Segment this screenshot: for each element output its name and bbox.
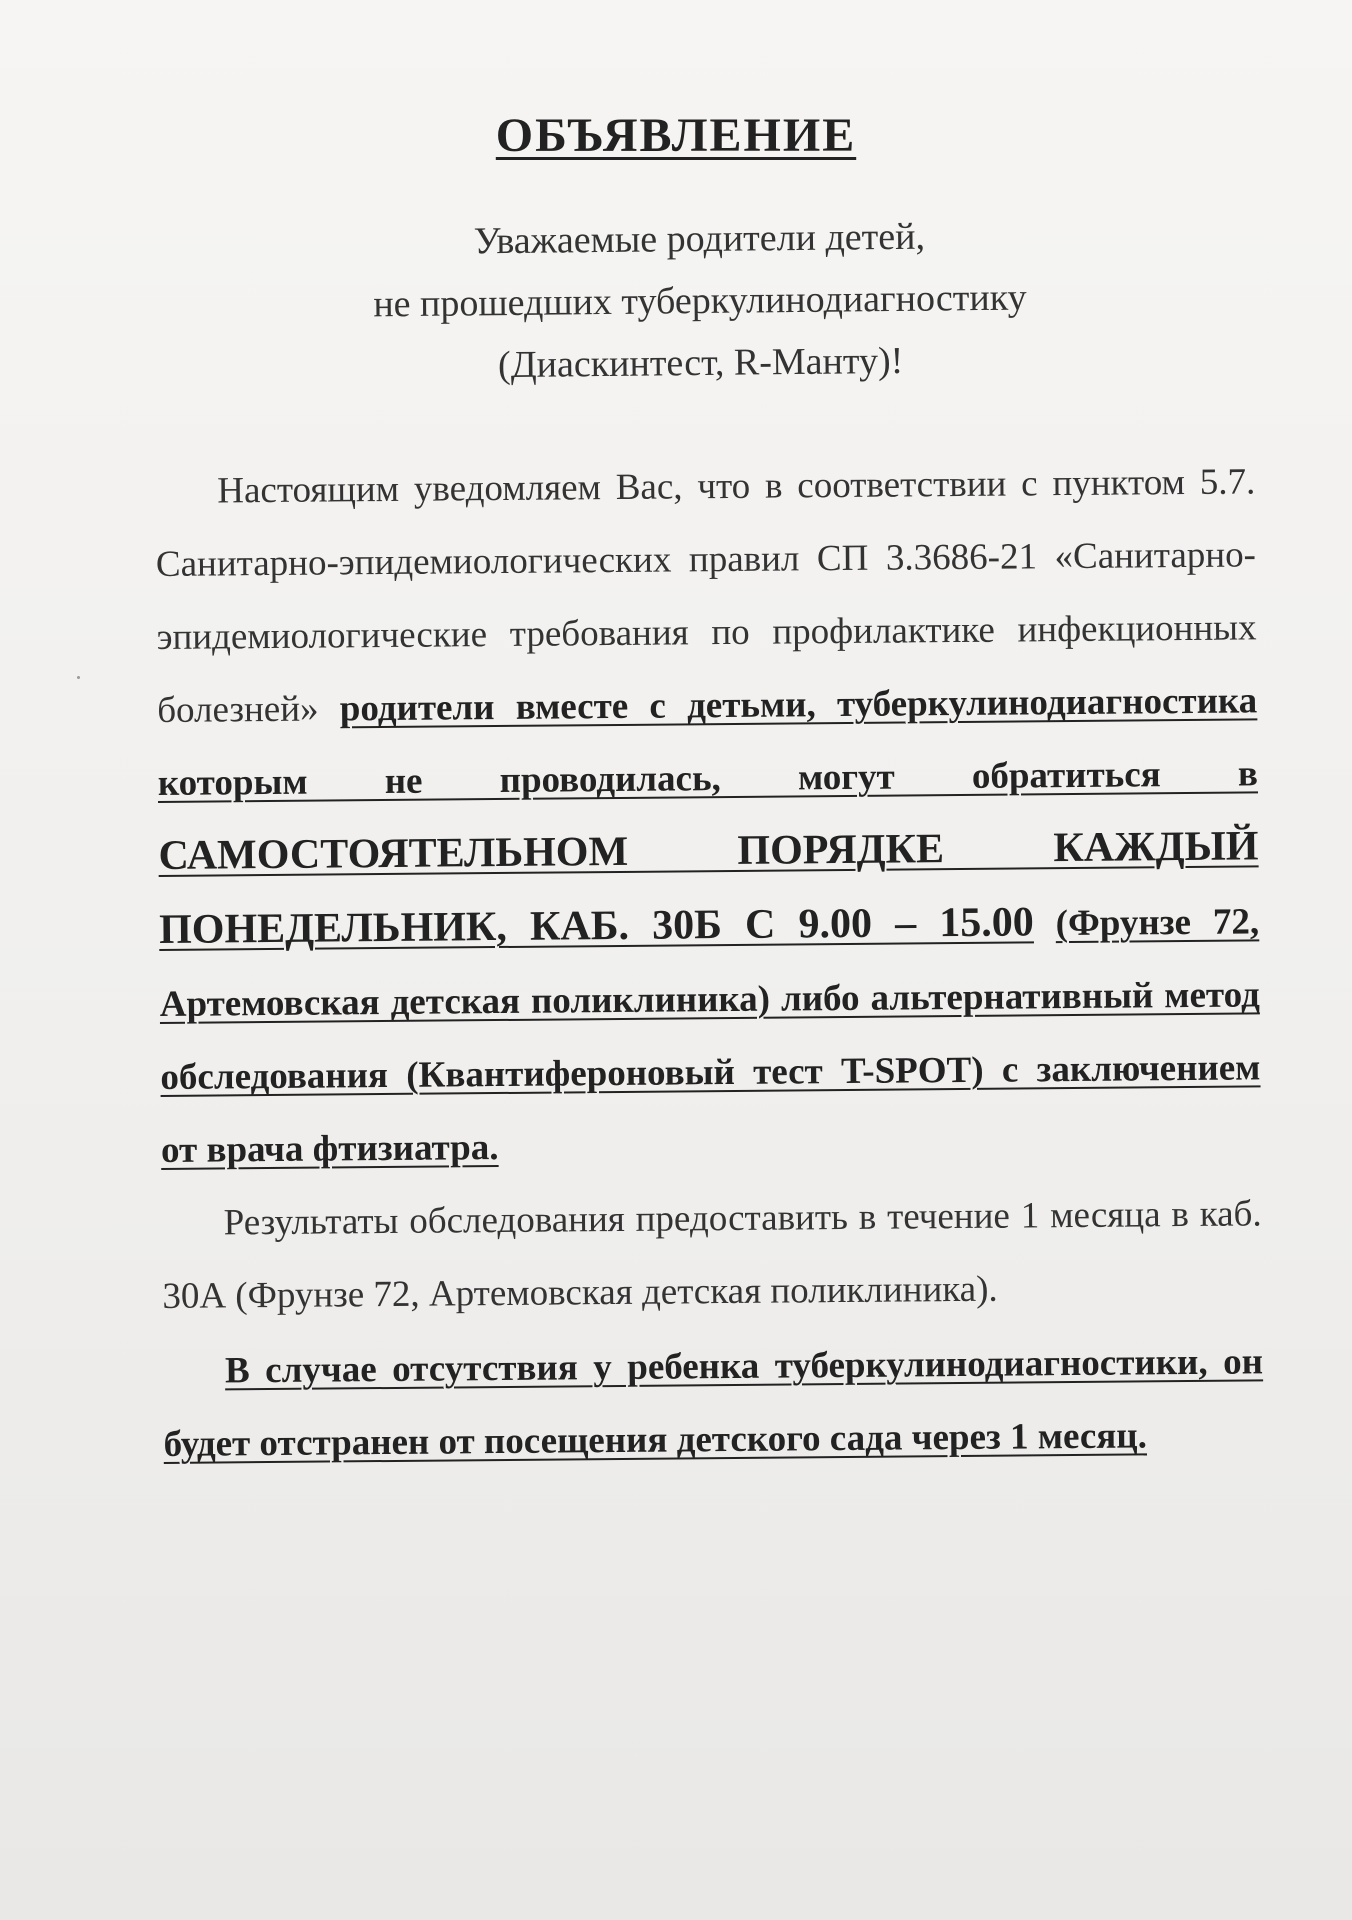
address-line: Уважаемые родители детей, [473, 215, 926, 263]
document-title: ОБЪЯВЛЕНИЕ [495, 109, 857, 162]
main-notice-paragraph [155, 445, 1261, 1187]
notice-intro-text: Настоящим уведомляем Вас, что в соответствии с пунктом 5.7. Санитарно-эпидемиологических правил СП 3.3686-21 «Санитарно-эпидемиологические требования по профилактике инфекционных болезней» [155, 461, 1257, 731]
document-body [155, 445, 1264, 1481]
address-line: (Диаскинтест, R-Манту)! [497, 339, 904, 387]
paper-speck [77, 676, 80, 679]
notice-location-text: (Фрунзе 72, Артемовская детская поликлиника) либо альтернативный метод обследования (Квантифероновый тест T-SPOT) с заключением от врача фтизиатра. [159, 901, 1261, 1171]
notice-schedule-text: САМОСТОЯТЕЛЬНОМ ПОРЯДКЕ КАЖДЫЙ ПОНЕДЕЛЬНИК, КАБ. 30Б С 9.00 – 15.00 [158, 823, 1259, 953]
warning-paragraph [163, 1325, 1264, 1481]
results-paragraph: Результаты обследования предоставить в течение 1 месяца в каб. 30А (Фрунзе 72, Артемовская детская поликлиника). [162, 1193, 1262, 1317]
warning-text: В случае отсутствия у ребенка туберкулинодиагностики, он будет отстранен от посещения детского сада через 1 месяц. [163, 1341, 1264, 1465]
address-line: не прошедших туберкулинодиагностику [373, 276, 1027, 326]
notice-emphasis-text: родители вместе с детьми, туберкулинодиагностика которым не проводилась, могут обратиться в [157, 680, 1259, 804]
address-block [299, 204, 1101, 398]
